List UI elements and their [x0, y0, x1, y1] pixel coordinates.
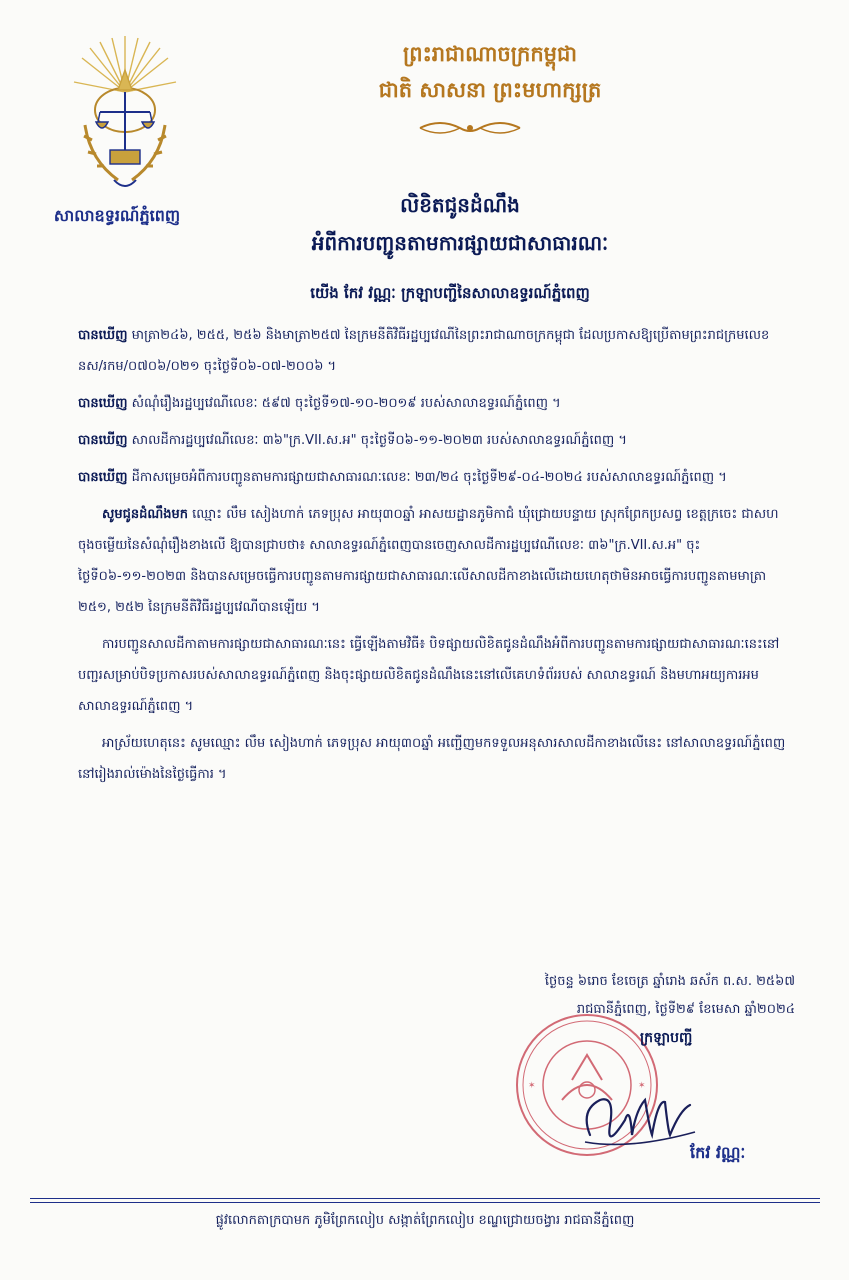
kingdom-header — [300, 36, 680, 108]
svg-text:✶: ✶ — [638, 1081, 646, 1091]
motto-line: ជាតិ សាសនា ព្រះមហាក្សត្រ — [378, 78, 602, 102]
paragraph-label: សូមជូនដំណឹងមក — [102, 507, 189, 522]
court-name: សាលាឧទ្ធរណ៍ភ្នំពេញ — [53, 206, 181, 225]
paragraph-label: បានឃើញ — [78, 470, 128, 485]
divider-ornament-icon — [410, 116, 530, 140]
lunar-date: ថ្ងៃចន្ទ ៦រោច ខែចេត្រ ឆ្នាំរោង ឆស័ក ព.ស. ២៥៦៧ — [544, 974, 795, 989]
footer-address: ផ្លូវលោកតាក្របាមក ភូមិព្រែកលៀប សង្កាត់ព្រែកលៀប ខណ្ឌជ្រោយចង្វារ រាជធានីភ្នំពេញ — [215, 1213, 635, 1228]
kingdom-line: ព្រះរាជាណាចក្រកម្ពុជា — [402, 42, 577, 66]
paragraph — [78, 425, 788, 456]
paragraph-label: បានឃើញ — [78, 328, 128, 343]
document-title — [180, 186, 740, 262]
paragraph-text: សាលដីការដ្ឋប្បវេណីលេខៈ ៣៦"ក្រ.VII.ស.អ" ចុះថ្ងៃទី០៦-១១-២០២៣ របស់សាលាឧទ្ធរណ៍ភ្នំពេញ ។ — [127, 433, 627, 448]
svg-text:✶: ✶ — [528, 1081, 536, 1091]
paragraph — [78, 320, 788, 382]
footer-divider — [30, 1202, 820, 1203]
paragraph — [78, 728, 788, 790]
signer-name: កែវ វណ្ណៈ — [690, 1143, 746, 1162]
paragraph-text: អាស្រ័យហេតុនេះ សូមឈ្មោះ លឹម សៀងហាក់ ភេទប្រុស អាយុ៣០ឆ្នាំ អញ្ជើញមកទទួលអនុសារសាលដីកាខាងលើនេះ នៅសាលាឧទ្ធរណ៍ភ្នំពេញ នៅរៀងរាល់ម៉ោងនៃថ្ងៃធ្វើការ ។ — [78, 736, 786, 782]
signer-title: ក្រឡាបញ្ជី — [640, 1030, 693, 1046]
paragraph-label: បានឃើញ — [78, 433, 128, 448]
paragraph-text: មាត្រា២៤៦, ២៥៥, ២៥៦ និងមាត្រា២៥៧ នៃក្រមនីតិវិធីរដ្ឋប្បវេណីនៃព្រះរាជាណាចក្រកម្ពុជា ដែលប្រកាសឱ្យប្រើតាមព្រះរាជក្រមលេខ នស/រកម/០៧០៦/០២១ ចុះថ្ងៃទី០៦-០៧-២០០៦ ។ — [78, 328, 770, 374]
solar-date: រាជធានីភ្នំពេញ, ថ្ងៃទី២៩ ខែមេសា ឆ្នាំ២០២៤ — [576, 1002, 795, 1017]
paragraph-text: ដីកាសម្រេចអំពីការបញ្ជូនតាមការផ្សាយជាសាធារណៈលេខៈ ២៣/២៤ ចុះថ្ងៃទី២៩-០៤-២០២៤ របស់សាលាឧទ្ធរណ៍ភ្នំពេញ ។ — [127, 470, 727, 485]
signature-icon — [570, 1080, 710, 1160]
title-line-2: អំពីការបញ្ជូនតាមការផ្សាយជាសាធារណៈ — [311, 231, 609, 255]
paragraph — [78, 629, 788, 722]
court-emblem-icon — [70, 30, 180, 200]
letter-body — [78, 320, 788, 796]
paragraph-text: សំណុំរឿងរដ្ឋប្បវេណីលេខៈ ៥៩៧ ចុះថ្ងៃទី១៧-១០-២០១៩ របស់សាលាឧទ្ធរណ៍ភ្នំពេញ ។ — [127, 396, 561, 411]
paragraph-text: ការបញ្ជូនសាលដីកាតាមការផ្សាយជាសាធារណៈនេះ ធ្វើឡើងតាមវិធី៖ បិទផ្សាយលិខិតជូនដំណឹងអំពីការបញ្ជូនតាមការផ្សាយជាសាធារណៈនេះនៅបញ្ជរសម្រាប់បិទប្រកាសរបស់សាលាឧទ្ធរណ៍ភ្នំពេញ និងចុះផ្សាយលិខិតជូនដំណឹងនេះនៅលើគេហទំព័ររបស់ សាលាឧទ្ធរណ៍ និងមហាអយ្យការអមសាលាឧទ្ធរណ៍ភ្នំពេញ ។ — [78, 637, 780, 714]
paragraph — [78, 388, 788, 419]
title-line-1: លិខិតជូនដំណឹង — [400, 193, 520, 217]
paragraph-label: បានឃើញ — [78, 396, 128, 411]
paragraph — [78, 499, 788, 623]
paragraph-text: ឈ្មោះ លឹម សៀងហាក់ ភេទប្រុស អាយុ៣០ឆ្នាំ អាសយដ្ឋានភូមិកាជំ ឃុំជ្រោយបន្ទាយ ស្រុកព្រែកប្រសព្វ ខេត្តក្រចេះ ជាសហចុងចម្លើយនៃសំណុំរឿងខាងលើ ឱ្យបានជ្រាបថា៖ សាលាឧទ្ធរណ៍ភ្នំពេញបានចេញសាលដីការដ្ឋប្បវេណីលេខៈ ៣៦"ក្រ.VII.ស.អ" ចុះថ្ងៃទី០៦-១១-២០២៣ និងបានសម្រេចធ្វើការបញ្ជូនតាមការផ្សាយជាសាធារណៈលើសាលដីកាខាងលើដោយហេតុថាមិនអាចធ្វើការបញ្ជូនតាមមាត្រា ២៥១, ២៥២ នៃក្រមនីតិវិធីរដ្ឋប្បវេណីបានឡើយ ។ — [78, 507, 779, 615]
footer-divider — [30, 1198, 820, 1199]
issuer-line: យើង កែវ វណ្ណៈ ក្រឡាបញ្ជីនៃសាលាឧទ្ធរណ៍ភ្នំពេញ — [310, 284, 590, 302]
paragraph — [78, 462, 788, 493]
